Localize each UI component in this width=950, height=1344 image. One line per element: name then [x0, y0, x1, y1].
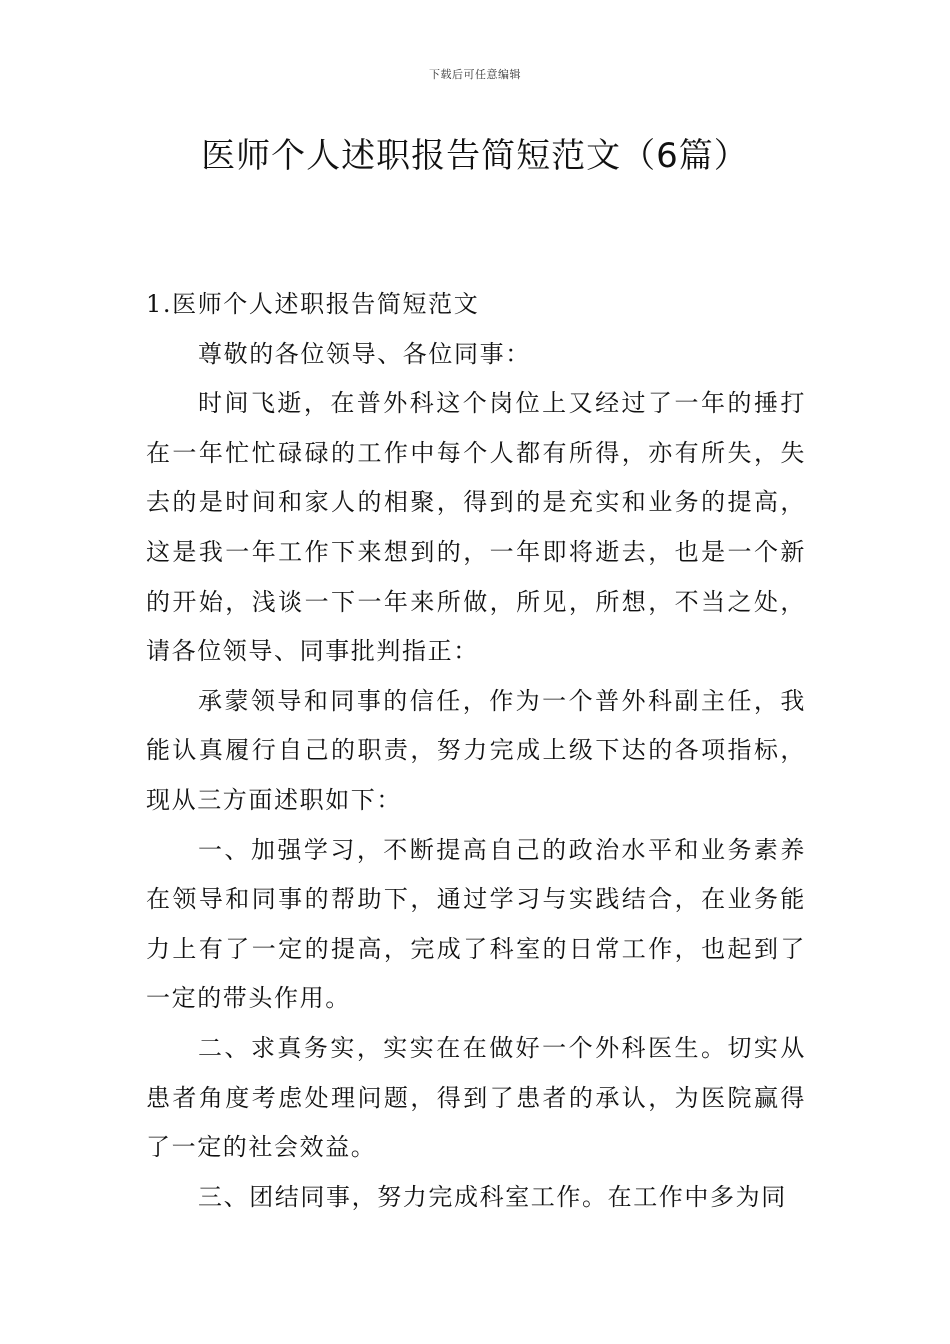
- header-note: 下载后可任意编辑: [429, 68, 521, 81]
- paragraph-point-three: 三、团结同事，努力完成科室工作。在工作中多为同: [198, 1182, 787, 1211]
- paragraph-point-one: 一、加强学习，不断提高自己的政治水平和业务素养在领导和同事的帮助下，通过学习与实践结合，在业务能力上有了一定的提高，完成了科室的日常工作，也起到了一定的带头作用。: [146, 835, 806, 1013]
- paragraph-role: 承蒙领导和同事的信任，作为一个普外科副主任，我能认真履行自己的职责，努力完成上级下达的各项指标，现从三方面述职如下：: [146, 686, 806, 814]
- document-body: [146, 280, 806, 1222]
- paragraph-point-two: 二、求真务实，实实在在做好一个外科医生。切实从患者角度考虑处理问题，得到了患者的承认，为医院赢得了一定的社会效益。: [146, 1033, 806, 1162]
- section-heading: 1.医师个人述职报告简短范文: [146, 290, 480, 318]
- paragraph-salutation: 尊敬的各位领导、各位同事：: [198, 339, 531, 368]
- document-title: 医师个人述职报告简短范文（6篇）: [201, 136, 749, 176]
- paragraph-intro: 时间飞逝，在普外科这个岗位上又经过了一年的捶打在一年忙忙碌碌的工作中每个人都有所得，亦有所失，失去的是时间和家人的相聚，得到的是充实和业务的提高，这是我一年工作下来想到的，一年即将逝去，也是一个新的开始，浅谈一下一年来所做，所见，所想，不当之处，请各位领导、同事批判指正：: [146, 389, 806, 666]
